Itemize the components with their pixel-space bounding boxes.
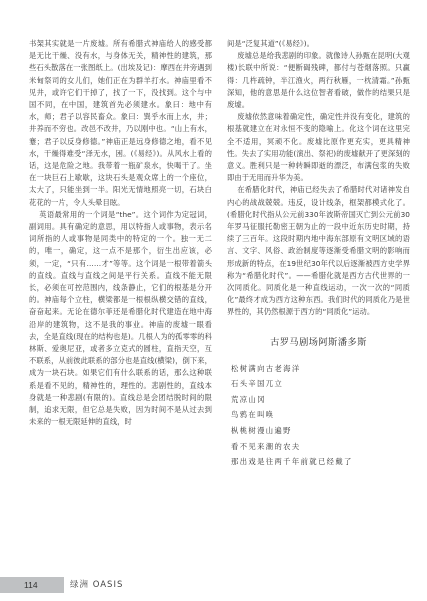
body-paragraph: 废墟总是给我悲剧的印象。就像诗人孙甄在昆明(大观楼)长联中所说：“便断碣残碑，都付与苍烟落照。只赢得：几杵疏钟，半江渔火，两行秋雁，一枕清霜。”孙甄深知，他的意思是什么这位智者看破，做作的结果只是废墟。 (227, 51, 410, 110)
body-paragraph: 间是“泛复其道”(《易经》)。 (227, 39, 314, 48)
poem-line: 石头辛国兀立 (231, 379, 284, 389)
poem-line: 荒凉山冈 (231, 394, 266, 404)
left-column (29, 38, 212, 429)
poem-line: 看不见来潮的农夫 (231, 441, 301, 451)
poem (227, 361, 410, 470)
poem-line: 那出戏是往两千年前就已经戴了 (231, 457, 353, 467)
body-paragraph: 废墟依然意味着确定性，确定性并没有变化，建筑的根基就建立在对永恒不变的隐喻上。化这个词在这里完全不适用，冥顽不化。废墟比原作更充实，更具精神性。失去了实用功能(演出、祭祀)的废墟献开了更深刻的意义。胜利只是一种转瞬即逝的漂泛，布满包浆的失败即由于无用而升华为美。 (227, 112, 410, 183)
body-paragraph: 英语最常用的一个词是“the”。这个词作为定冠词，副词用。具有确定的意思，用以特指人或事物，表示名词所指的人或事物是同类中的特定的一个。独一无二的，唯一，确定，这一点不是那个，衍生出应该，必须，一定，“只有……才”等等。这个词是一根带着箭头的直线。直线与直线之间是平行关系。直线不能无限长，必须在可控范围内，线条静止，它们的根基是分开的。神庙每个立柱，横梁都是一根根纵横交错的直线，奋奋起来。无论在德尔菲还是希腊化时代建造在地中海沿岸的建筑物，这不是我的事业。神庙的废墟一眼看去，全是直线(现在的结构也是)。几根人为的孤零零的科林斯、爱奥尼亚，或者多立克式的圆柱，直指天空，互不联系，从前彼此联系的部分也是直线(横梁)，倒下来，成为一块石块。如果它们有什么联系的话，那么这种联系是看不见的，精神性的，理性的。悲剧性的，直线本身就是一种悲剧(有限的)。直线总是会团结脱时间的限制，追求无限，但它总是失败，因为时间不是从过去到未来的一根无限延伸的直线，时 (29, 209, 212, 427)
poem-line: 枞桃树漫山遍野 (231, 426, 292, 436)
poem-line: 鸟鸦在叫唤 (231, 410, 275, 420)
right-column (227, 38, 410, 470)
magazine-name: 绿洲 OASIS (70, 580, 124, 590)
page-number-box (0, 577, 64, 593)
body-paragraph: 在希腊化时代，神庙已经失去了希腊时代对诸神发自内心的战战兢兢。违反，设计线条，框架都模式化了。(希腊化时代指从公元前330年波斯帝国灭亡到公元前30年罗马征服托勒密王朝为止的一段中近东历史时期，持续了三百年。这段时期内地中海东部原有文明区域的语言、文字、风俗、政治制度等逐渐受希腊文明的影响而形成新的特点，在19世纪30年代以后逐渐被西方史学界称为“希腊化时代”。——希腊化就是西方古代世界的一次同质化。同质化是一种直线运动，一次一次的“同质化”最终才成为西方这种东西。我们时代的同质化乃是世界性的，其仍然根源于西方的“同质化”运动。 (227, 185, 410, 317)
body-paragraph: 书架其实就是一片废墟。所有希腊式神庙给人的感受都是无比干燥、没有水，与身体无关，精神性的建筑，那些石头散落在一张图纸上。(出埃及记)：摩西在井旁遇到米甸祭司的女儿们，她们正在为群羊打水。神庙里看不见井，或许它们干掉了，找了一下，没找到。这个与中国不同，在中国，建筑首先必须建水。象曰：地中有水，师；君子以容民畜众。象曰：巽乎水而上水，井；井养而不穷也。改邑不改井，乃以刚中也。“山上有水，蹇；君子以反身修德。”神庙正是远身修德之地，看不见水，干燥得难受“泽无水，困。(《易经》)。从风水上看的话，这是危险之地。我带着一瓶矿泉水，快喝干了。坐在一块巨石上歇歇，这块石头是观众席上的一个座位，太大了，只能坐到一半。阳光无情地照亮一切，石块白花花的一片，令人头晕目眩。 (29, 39, 212, 207)
poem-line: 松树满向古老海洋 (231, 363, 301, 373)
page-footer (0, 577, 427, 593)
page-number: 114 (24, 580, 38, 590)
poem-title: 古罗马剧场阿斯潘多斯 (270, 336, 367, 348)
